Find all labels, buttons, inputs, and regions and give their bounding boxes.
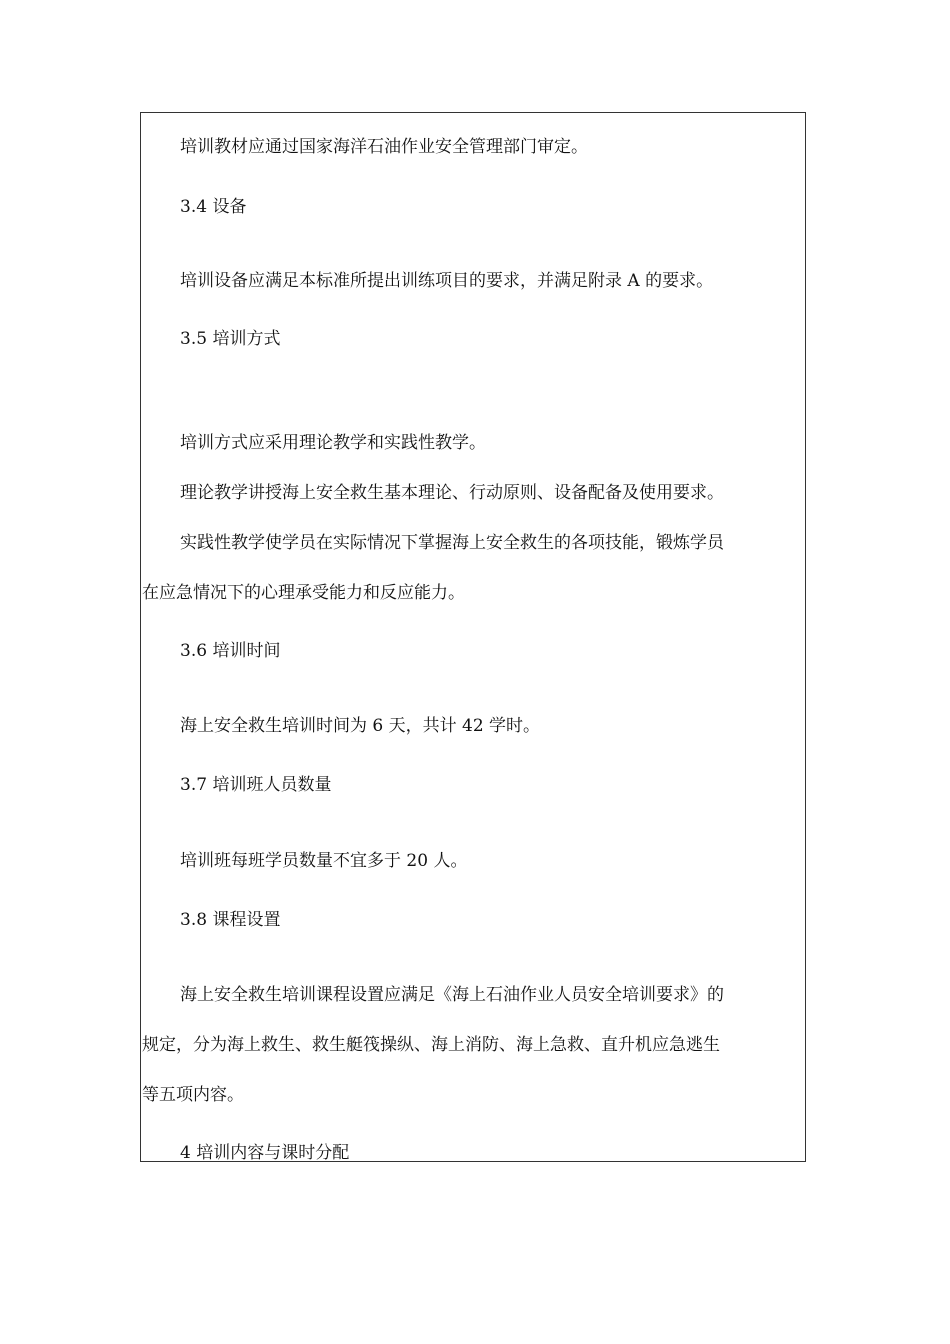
paragraph-training-time: 海上安全救生培训时间为 6 天，共计 42 学时。 [180, 716, 541, 736]
heading-3-8-course-setup: 3.8 课程设置 [180, 910, 281, 930]
paragraph-course-setup-line3: 等五项内容。 [142, 1085, 244, 1105]
heading-4-training-content: 4 培训内容与课时分配 [180, 1143, 350, 1163]
heading-3-4-equipment: 3.4 设备 [180, 197, 247, 217]
paragraph-training-method: 培训方式应采用理论教学和实践性教学。 [180, 433, 486, 453]
document-frame [140, 112, 806, 1162]
paragraph-course-setup-line1: 海上安全救生培训课程设置应满足《海上石油作业人员安全培训要求》的 [180, 985, 724, 1005]
heading-3-5-training-method: 3.5 培训方式 [180, 329, 281, 349]
paragraph-practical-teaching-line1: 实践性教学使学员在实际情况下掌握海上安全救生的各项技能，锻炼学员 [180, 533, 724, 553]
paragraph-equipment-requirements: 培训设备应满足本标准所提出训练项目的要求，并满足附录 A 的要求。 [180, 271, 714, 291]
paragraph-practical-teaching-line2: 在应急情况下的心理承受能力和反应能力。 [142, 583, 465, 603]
paragraph-class-size: 培训班每班学员数量不宜多于 20 人。 [180, 851, 468, 871]
paragraph-theory-teaching: 理论教学讲授海上安全救生基本理论、行动原则、设备配备及使用要求。 [180, 483, 724, 503]
paragraph-textbook-approval: 培训教材应通过国家海洋石油作业安全管理部门审定。 [180, 137, 588, 157]
heading-3-7-class-size: 3.7 培训班人员数量 [180, 775, 332, 795]
heading-3-6-training-time: 3.6 培训时间 [180, 641, 281, 661]
paragraph-course-setup-line2: 规定，分为海上救生、救生艇筏操纵、海上消防、海上急救、直升机应急逃生 [142, 1035, 720, 1055]
